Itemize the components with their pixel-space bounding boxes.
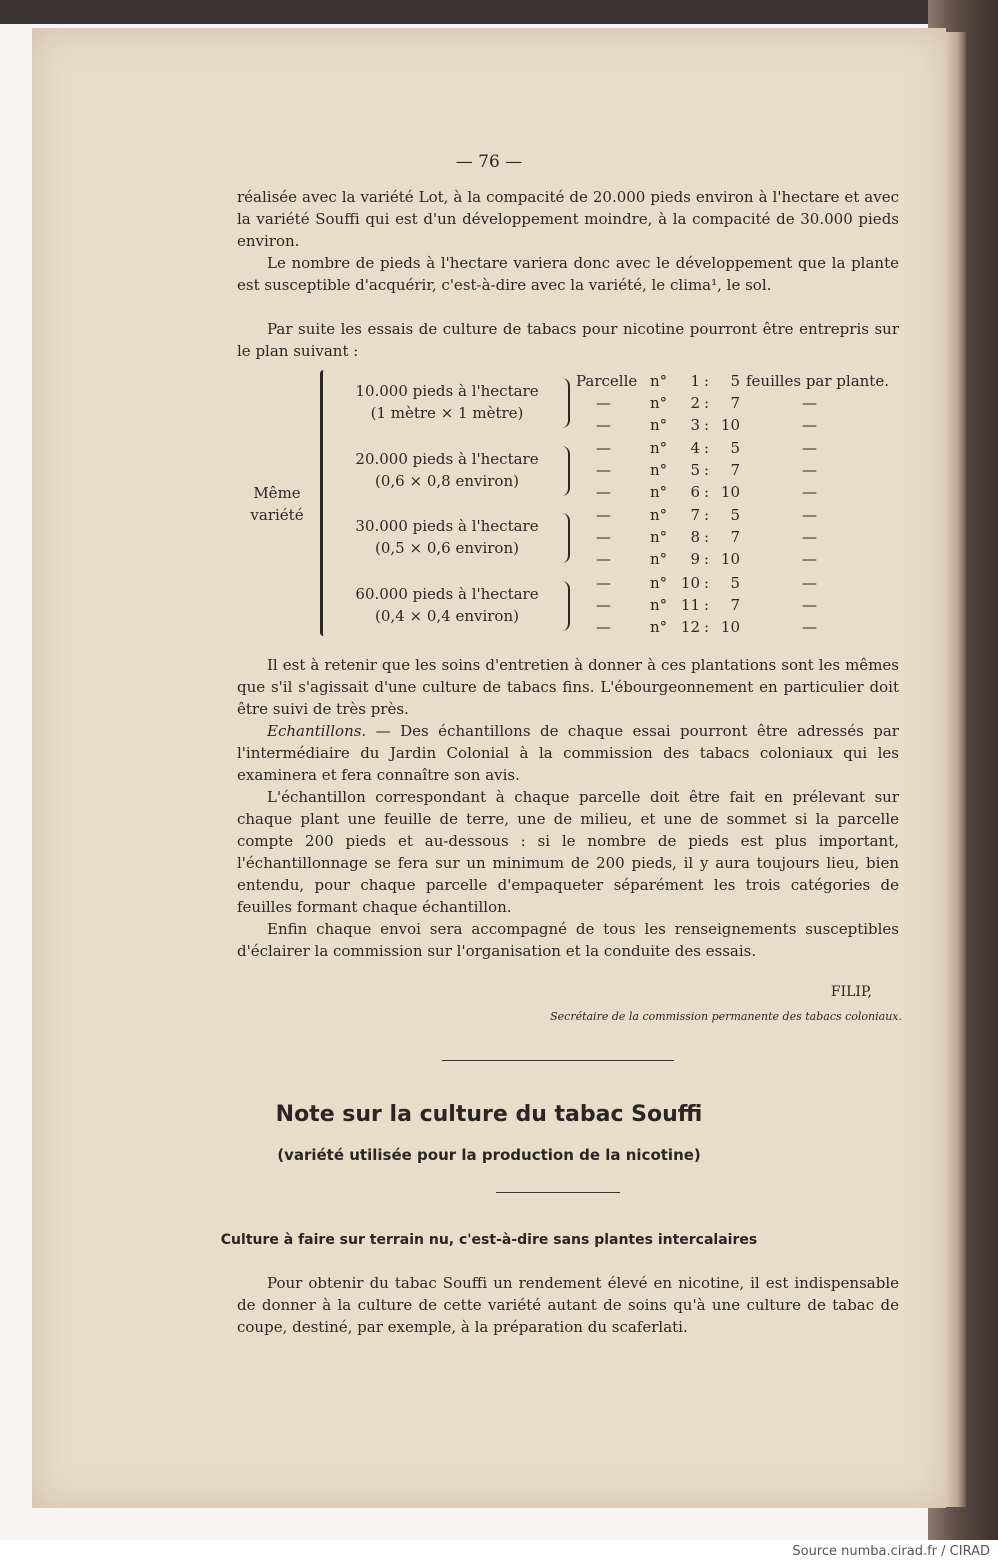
row-num: 8	[690, 528, 700, 546]
row-leaves: 5	[730, 574, 740, 592]
divider-rule-2	[496, 1192, 620, 1193]
paragraph-6: L'échantillon correspondant à chaque parcelle doit être fait en prélevant sur chaque plant une feuille de terre, une de milieu, et une de sommet si la parcelle compte 200 pieds et au-dessous : si le nombre de pieds est plus important, l'échantillonnage se fera sur un minimum de 200 pieds, il y aura toujours lieu, bien entendu, pour chaque parcelle d'empaqueter séparément les trois catégories de feuilles formant chaque échantillon.	[237, 788, 899, 916]
paragraph-5-text: Des échantillons de chaque essai pourront être adressés par l'intermédiaire du Jardin Colonial à la commission des tabacs coloniaux qui les examinera et fera connaître son avis.	[237, 722, 899, 784]
group-3-brace	[562, 513, 570, 563]
row-leaves: 7	[730, 528, 740, 546]
row-parcel: —	[596, 416, 611, 434]
row-desc: —	[802, 394, 817, 412]
row-parcel: —	[596, 528, 611, 546]
row-colon: :	[704, 416, 710, 434]
row-no: n°	[650, 596, 668, 614]
row-desc: —	[802, 596, 817, 614]
signature-title: Secrétaire de la commission permanente des tabacs coloniaux.	[550, 1010, 902, 1023]
row-leaves: 7	[730, 596, 740, 614]
paragraph-7: Enfin chaque envoi sera accompagné de tous les renseignements susceptibles d'éclairer la commission sur l'organisation et la conduite des essais.	[237, 920, 899, 960]
group-1-density: 10.000 pieds à l'hectare	[355, 382, 539, 400]
row-no: n°	[650, 574, 668, 592]
row-no: n°	[650, 394, 668, 412]
row-colon: :	[704, 506, 710, 524]
row-num: 7	[690, 506, 700, 524]
final-paragraph: Pour obtenir du tabac Souffi un rendement élevé en nicotine, il est indispensable de donner à la culture de cette variété autant de soins qu'à une culture de tabac de coupe, destiné, par exemple, à la préparation du scaferlati.	[237, 1274, 899, 1336]
row-leaves: 7	[730, 461, 740, 479]
row-desc: —	[802, 439, 817, 457]
group-2-spacing: (0,6 × 0,8 environ)	[375, 472, 519, 490]
group-4-density: 60.000 pieds à l'hectare	[355, 585, 539, 603]
row-no: n°	[650, 416, 668, 434]
row-num: 6	[690, 483, 700, 501]
row-leaves: 10	[720, 550, 740, 568]
row-colon: :	[704, 461, 710, 479]
group-1-spacing: (1 mètre × 1 mètre)	[370, 404, 524, 422]
row-no: n°	[650, 461, 668, 479]
row-no: n°	[650, 618, 668, 636]
row-parcel: —	[596, 618, 611, 636]
row-leaves: 10	[720, 483, 740, 501]
table-label-variete: variété	[250, 506, 304, 524]
document-page	[32, 28, 946, 1508]
row-num: 9	[690, 550, 700, 568]
row-num: 3	[690, 416, 700, 434]
row-colon: :	[704, 483, 710, 501]
row-parcel: —	[596, 483, 611, 501]
paragraph-3: Par suite les essais de culture de tabacs pour nicotine pourront être entrepris sur le plan suivant :	[237, 320, 899, 360]
table-row	[572, 506, 902, 528]
row-num: 11	[680, 596, 700, 614]
group-1-brace	[562, 378, 570, 428]
paragraph-5	[237, 720, 899, 786]
row-no: n°	[650, 528, 668, 546]
row-num: 5	[690, 461, 700, 479]
row-colon: :	[704, 372, 710, 390]
row-parcel: —	[596, 574, 611, 592]
row-colon: :	[704, 439, 710, 457]
table-label-meme: Même	[253, 484, 301, 502]
table-row	[572, 618, 902, 640]
group-4-spacing: (0,4 × 0,4 environ)	[375, 607, 519, 625]
row-parcel: —	[596, 439, 611, 457]
row-desc: —	[802, 574, 817, 592]
table-row	[572, 439, 902, 461]
row-leaves: 10	[720, 416, 740, 434]
row-colon: :	[704, 596, 710, 614]
paragraph-2: Le nombre de pieds à l'hectare variera donc avec le développement que la plante est susceptible d'acquérir, c'est-à-dire avec la variété, le clima¹, le sol.	[237, 254, 899, 294]
row-desc: —	[802, 506, 817, 524]
table-brace	[320, 370, 327, 636]
echantillons-label: Echantillons. —	[267, 722, 391, 740]
row-num: 4	[690, 439, 700, 457]
table-row	[572, 528, 902, 550]
group-2-brace	[562, 446, 570, 496]
row-leaves: 5	[730, 439, 740, 457]
table-row	[572, 574, 902, 596]
table-row	[572, 372, 902, 394]
row-desc: feuilles par plante.	[746, 372, 889, 390]
row-leaves: 5	[730, 506, 740, 524]
row-colon: :	[704, 394, 710, 412]
row-parcel: —	[596, 506, 611, 524]
row-num: 2	[690, 394, 700, 412]
group-3-density: 30.000 pieds à l'hectare	[355, 517, 539, 535]
paragraph-4: Il est à retenir que les soins d'entretien à donner à ces plantations sont les mêmes que s'il s'agissait d'une culture de tabacs fins. L'ébourgeonnement en particulier doit être suivi de très près.	[237, 656, 899, 718]
row-parcel: —	[596, 596, 611, 614]
table-row	[572, 483, 902, 505]
paragraph-1: réalisée avec la variété Lot, à la compacité de 20.000 pieds environ à l'hectare et avec la variété Souffi qui est d'un développement moindre, à la compacité de 30.000 pieds environ.	[237, 188, 899, 250]
group-3-spacing: (0,5 × 0,6 environ)	[375, 539, 519, 557]
row-leaves: 5	[730, 372, 740, 390]
row-num: 1	[690, 372, 700, 390]
row-desc: —	[802, 618, 817, 636]
row-no: n°	[650, 506, 668, 524]
row-desc: —	[802, 461, 817, 479]
row-no: n°	[650, 372, 668, 390]
row-desc: —	[802, 416, 817, 434]
row-parcel: —	[596, 394, 611, 412]
group-2-density: 20.000 pieds à l'hectare	[355, 450, 539, 468]
row-parcel: —	[596, 550, 611, 568]
row-parcel: —	[596, 461, 611, 479]
source-credit: Source numba.cirad.fr / CIRAD	[792, 1544, 990, 1559]
divider-rule	[442, 1060, 674, 1061]
row-colon: :	[704, 550, 710, 568]
note-title: Note sur la culture du tabac Souffi	[275, 1102, 703, 1127]
table-row	[572, 394, 902, 416]
note-subtitle: (variété utilisée pour la production de la nicotine)	[277, 1146, 701, 1164]
table-row	[572, 596, 902, 618]
row-desc: —	[802, 483, 817, 501]
row-desc: —	[802, 550, 817, 568]
row-colon: :	[704, 574, 710, 592]
signature: FILIP,	[830, 984, 872, 1000]
page-number: — 76 —	[455, 152, 523, 172]
row-num: 12	[680, 618, 700, 636]
row-leaves: 10	[720, 618, 740, 636]
scan-top-border	[0, 0, 998, 24]
row-num: 10	[680, 574, 700, 592]
section-heading: Culture à faire sur terrain nu, c'est-à-dire sans plantes intercalaires	[220, 1232, 758, 1248]
row-colon: :	[704, 528, 710, 546]
row-colon: :	[704, 618, 710, 636]
row-no: n°	[650, 439, 668, 457]
row-parcel: Parcelle	[576, 372, 638, 390]
table-row	[572, 550, 902, 572]
page-edge	[946, 32, 966, 1507]
row-no: n°	[650, 483, 668, 501]
table-row	[572, 416, 902, 438]
row-desc: —	[802, 528, 817, 546]
table-row	[572, 461, 902, 483]
row-no: n°	[650, 550, 668, 568]
row-leaves: 7	[730, 394, 740, 412]
group-4-brace	[562, 581, 570, 631]
